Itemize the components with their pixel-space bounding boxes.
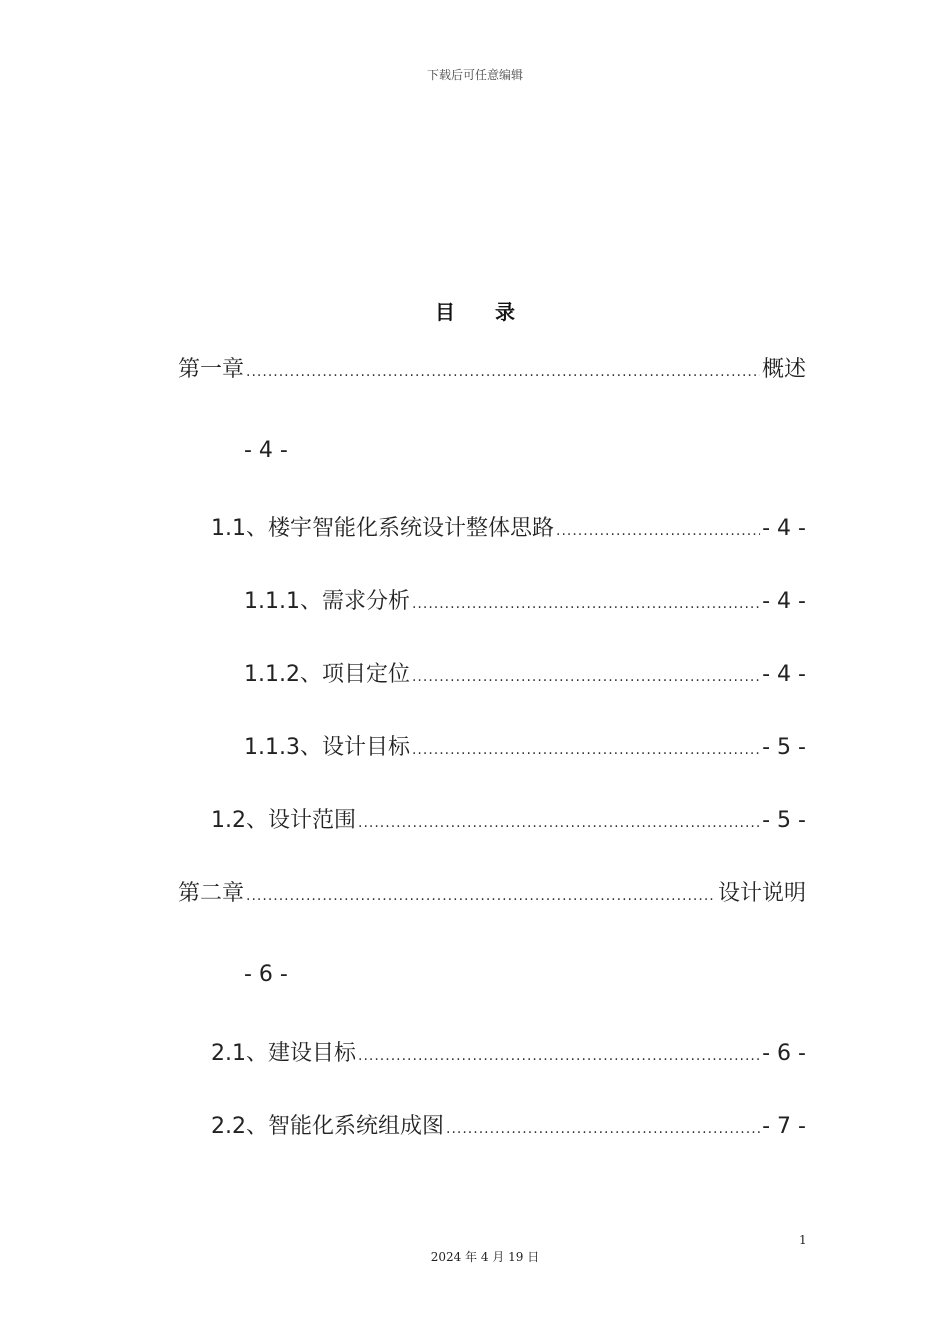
toc-entry-label: 第二章 <box>178 881 245 906</box>
toc-entry-label: 2.2、智能化系统组成图 <box>211 1114 444 1139</box>
toc-entry-chapter-1[interactable] <box>178 352 806 383</box>
toc-leader-dots <box>412 596 760 612</box>
page-number: 1 <box>799 1233 807 1247</box>
toc-leader-dots <box>446 1121 760 1137</box>
toc-entry-wrapped-page: - 6 - <box>244 962 288 987</box>
toc-leader-dots <box>358 1048 760 1064</box>
toc-entry-page: 设计说明 <box>717 881 806 906</box>
toc-entry-1-1[interactable] <box>211 511 806 542</box>
toc-entry-label: 2.1、建设目标 <box>211 1041 356 1066</box>
toc-entry-1-1-1[interactable] <box>244 584 806 615</box>
toc-entry-label: 1.2、设计范围 <box>211 808 356 833</box>
toc-leader-dots <box>556 523 760 539</box>
toc-leader-dots <box>412 742 760 758</box>
toc-entry-page: 概述 <box>761 357 806 382</box>
toc-leader-dots <box>246 888 716 904</box>
toc-leader-dots <box>358 815 760 831</box>
toc-entry-2-1[interactable] <box>211 1036 806 1067</box>
toc-entry-page: - 4 - <box>762 516 806 541</box>
toc-leader-dots <box>412 669 760 685</box>
toc-entry-wrapped-page: - 4 - <box>244 438 288 463</box>
toc-leader-dots <box>246 364 760 380</box>
toc-entry-2-2[interactable] <box>211 1109 806 1140</box>
toc-entry-chapter-2[interactable] <box>178 876 806 907</box>
toc-entry-1-2[interactable] <box>211 803 806 834</box>
toc-entry-label: 1.1、楼宇智能化系统设计整体思路 <box>211 516 554 541</box>
toc-entry-label: 1.1.3、设计目标 <box>244 735 410 760</box>
toc-entry-page: - 4 - <box>762 662 806 687</box>
toc-entry-page: - 4 - <box>762 589 806 614</box>
toc-entry-page: - 7 - <box>762 1114 806 1139</box>
toc-entry-label: 1.1.2、项目定位 <box>244 662 410 687</box>
toc-entry-page: - 5 - <box>762 808 806 833</box>
toc-entry-page: - 6 - <box>762 1041 806 1066</box>
toc-entry-1-1-3[interactable] <box>244 730 806 761</box>
toc-entry-label: 第一章 <box>178 357 245 382</box>
toc-entry-1-1-2[interactable] <box>244 657 806 688</box>
toc-entry-label: 1.1.1、需求分析 <box>244 589 410 614</box>
toc-entry-page: - 5 - <box>762 735 806 760</box>
page-header: 下载后可任意编辑 <box>426 68 523 82</box>
toc-title: 目录 <box>435 300 555 324</box>
footer-date: 2024 年 4 月 19 日 <box>430 1250 540 1264</box>
